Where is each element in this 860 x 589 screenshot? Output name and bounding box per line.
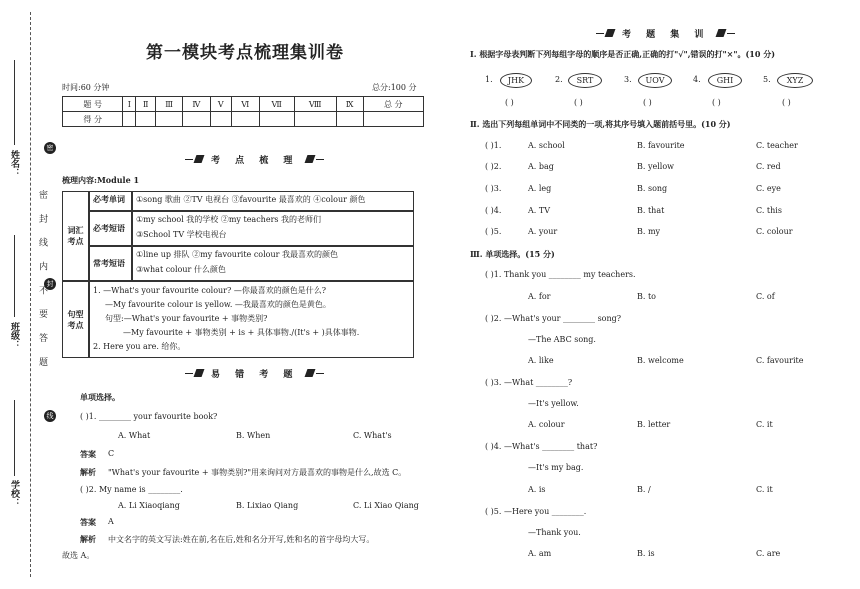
total-score-text: 总分:100 分 bbox=[372, 83, 417, 92]
seal-feng-icon: 封 bbox=[44, 278, 56, 290]
part3-q1-opt-c: C. of bbox=[756, 292, 775, 301]
yicuo-q2-answer: A bbox=[108, 517, 114, 526]
yicuo-q2-opt-c: C. Li Xiao Qiang bbox=[353, 501, 419, 510]
score-cell[interactable] bbox=[231, 112, 259, 127]
answer-label: 答案 bbox=[80, 517, 96, 527]
score-header-cell: 题 号 bbox=[63, 97, 123, 112]
part2-opt-c: C. teacher bbox=[756, 141, 798, 150]
score-header-cell: Ⅸ bbox=[336, 97, 363, 112]
bikao-duanyu-line2: ③School TV 学校电视台 bbox=[136, 230, 227, 239]
binding-dashed-line bbox=[30, 12, 31, 577]
part2-item-num: ( )1. bbox=[485, 141, 502, 150]
score-header-cell: Ⅱ bbox=[136, 97, 156, 112]
score-cell[interactable] bbox=[136, 112, 156, 127]
part2-opt-c: C. red bbox=[756, 162, 781, 171]
score-cell[interactable] bbox=[336, 112, 363, 127]
part1-heading: Ⅰ. 根据字母表判断下列每组字母的顺序是否正确,正确的打"√",错误的打"×"。(10 分) bbox=[470, 49, 776, 59]
yicuo-q2: ( )2. My name is ________. bbox=[80, 485, 183, 494]
score-table-header-row bbox=[63, 97, 424, 112]
bikao-danci-label: 必考单词 bbox=[89, 191, 132, 211]
part3-q3-opt-a: A. colour bbox=[528, 420, 565, 429]
part1-answer-paren[interactable]: ( ) bbox=[574, 98, 583, 107]
bikao-duanyu-cell bbox=[132, 211, 414, 246]
name-label: 姓名： bbox=[9, 150, 19, 177]
part3-q4-reply: —It's my bag. bbox=[528, 463, 584, 472]
changkao-line1: ①line up 排队 ②my favourite colour 我最喜欢的颜色 bbox=[136, 250, 339, 259]
part1-answer-paren[interactable]: ( ) bbox=[712, 98, 721, 107]
banner-yicuo bbox=[185, 366, 324, 380]
score-cell[interactable] bbox=[123, 112, 136, 127]
score-row-label: 得 分 bbox=[63, 112, 123, 127]
bikao-duanyu-line1: ①my school 我的学校 ②my teachers 我的老师们 bbox=[136, 215, 322, 224]
part3-q2: ( )2. —What's your ________ song? bbox=[485, 314, 622, 323]
score-cell[interactable] bbox=[363, 112, 423, 127]
part2-opt-a: A. TV bbox=[528, 206, 550, 215]
class-label: 班级： bbox=[9, 322, 19, 349]
part2-opt-b: B. yellow bbox=[637, 162, 674, 171]
bikao-danci-text: ①song 歌曲 ②TV 电视台 ③favourite 最喜欢的 ④colour 颜色 bbox=[132, 191, 414, 211]
score-cell[interactable] bbox=[156, 112, 183, 127]
juxing-line2: —My favourite colour is yellow. —我最喜欢的颜色是黄色。 bbox=[105, 300, 331, 309]
yicuo-q2-opt-a: A. Li Xiaoqiang bbox=[118, 501, 180, 510]
part1-answer-paren[interactable]: ( ) bbox=[505, 98, 514, 107]
part1-num: 4. bbox=[693, 75, 701, 84]
yicuo-heading: 单项选择。 bbox=[80, 392, 120, 402]
yicuo-q2-analysis-cont: 故选 A。 bbox=[62, 551, 95, 560]
juxing-line1: 1. —What's your favourite colour? —你最喜欢的颜色是什么? bbox=[93, 286, 327, 295]
banner-yicuo-text: 易 错 考 题 bbox=[211, 369, 299, 380]
answer-label: 答案 bbox=[80, 449, 96, 459]
part2-opt-c: C. eye bbox=[756, 184, 781, 193]
banner-kaodian bbox=[185, 152, 324, 166]
part1-num: 5. bbox=[763, 75, 771, 84]
part1-letters: GHI bbox=[708, 73, 742, 88]
part1-letters: XYZ bbox=[777, 73, 813, 88]
banner-jixun-text: 考 题 集 训 bbox=[622, 29, 710, 40]
part3-q2-opt-a: A. like bbox=[528, 356, 554, 365]
score-header-cell: Ⅳ bbox=[183, 97, 211, 112]
part2-opt-b: B. that bbox=[637, 206, 665, 215]
analysis-label: 解析 bbox=[80, 534, 96, 544]
banner-kaodian-text: 考 点 梳 理 bbox=[211, 155, 299, 166]
part3-q1-opt-b: B. to bbox=[637, 292, 656, 301]
part3-q5-opt-c: C. are bbox=[756, 549, 781, 558]
part1-num: 3. bbox=[624, 75, 632, 84]
part3-q5-reply: —Thank you. bbox=[528, 528, 581, 537]
part2-item-num: ( )2. bbox=[485, 162, 502, 171]
part3-q5: ( )5. —Here you ________. bbox=[485, 507, 587, 516]
part1-letters: SRT bbox=[568, 73, 602, 88]
analysis-label: 解析 bbox=[80, 467, 96, 477]
part3-q4-opt-c: C. it bbox=[756, 485, 773, 494]
score-cell[interactable] bbox=[294, 112, 336, 127]
part2-item-num: ( )3. bbox=[485, 184, 502, 193]
yicuo-q2-opt-b: B. Lixiao Qiang bbox=[236, 501, 299, 510]
part3-q3-opt-c: C. it bbox=[756, 420, 773, 429]
time-text: 时间:60 分钟 bbox=[62, 83, 110, 92]
part1-num: 2. bbox=[555, 75, 563, 84]
banner-jixun bbox=[596, 26, 735, 40]
part3-q3-reply: —It's yellow. bbox=[528, 399, 579, 408]
part1-letters: UOV bbox=[638, 73, 672, 88]
yicuo-q1-opt-a: A. What bbox=[118, 431, 151, 440]
part2-opt-b: B. song bbox=[637, 184, 668, 193]
part2-opt-a: A. bag bbox=[528, 162, 554, 171]
part2-opt-a: A. your bbox=[528, 227, 558, 236]
part3-q5-opt-b: B. is bbox=[637, 549, 655, 558]
score-header-cell: 总 分 bbox=[363, 97, 423, 112]
score-header-cell: Ⅴ bbox=[210, 97, 231, 112]
part3-q2-opt-b: B. welcome bbox=[637, 356, 684, 365]
seal-xian-icon: 线 bbox=[44, 410, 56, 422]
part3-q1: ( )1. Thank you ________ my teachers. bbox=[485, 270, 636, 279]
part1-answer-paren[interactable]: ( ) bbox=[643, 98, 652, 107]
part3-q1-opt-a: A. for bbox=[528, 292, 551, 301]
score-header-cell: Ⅷ bbox=[294, 97, 336, 112]
score-header-cell: Ⅲ bbox=[156, 97, 183, 112]
score-header-cell: Ⅶ bbox=[259, 97, 294, 112]
part3-q4-opt-a: A. is bbox=[528, 485, 546, 494]
changkao-line2: ③what colour 什么颜色 bbox=[136, 265, 226, 274]
score-cell[interactable] bbox=[259, 112, 294, 127]
juxing-cell bbox=[89, 281, 414, 358]
page-title: 第一模块考点梳理集训卷 bbox=[146, 43, 344, 63]
part3-heading: Ⅲ. 单项选择。(15 分) bbox=[470, 249, 555, 259]
part2-opt-c: C. this bbox=[756, 206, 782, 215]
yicuo-q1: ( )1. ________ your favourite book? bbox=[80, 412, 218, 421]
yicuo-q1-answer: C bbox=[108, 449, 115, 458]
part2-item-num: ( )4. bbox=[485, 206, 502, 215]
seal-mi-icon: 密 bbox=[44, 142, 56, 154]
part3-q3-opt-b: B. letter bbox=[637, 420, 671, 429]
juxing-line5: 2. Here you are. 给你。 bbox=[93, 342, 186, 351]
class-blank[interactable] bbox=[14, 235, 15, 317]
part3-q2-opt-c: C. favourite bbox=[756, 356, 804, 365]
part2-opt-b: B. my bbox=[637, 227, 661, 236]
score-header-cell: Ⅰ bbox=[123, 97, 136, 112]
name-blank[interactable] bbox=[14, 60, 15, 145]
part3-q5-opt-a: A. am bbox=[528, 549, 552, 558]
yicuo-q1-opt-c: C. What's bbox=[353, 431, 392, 440]
changkao-duanyu-label: 常考短语 bbox=[89, 246, 132, 281]
yicuo-q1-opt-b: B. When bbox=[236, 431, 271, 440]
school-label: 学校： bbox=[9, 480, 19, 507]
part1-letters: JHK bbox=[500, 73, 532, 88]
part2-item-num: ( )5. bbox=[485, 227, 502, 236]
score-cell[interactable] bbox=[210, 112, 231, 127]
part3-q4-opt-b: B. / bbox=[637, 485, 651, 494]
school-blank[interactable] bbox=[14, 400, 15, 476]
part2-opt-b: B. favourite bbox=[637, 141, 685, 150]
part3-q3: ( )3. —What ________? bbox=[485, 378, 573, 387]
part2-opt-c: C. colour bbox=[756, 227, 793, 236]
score-table-score-row bbox=[63, 112, 424, 127]
binding-margin bbox=[0, 0, 58, 589]
part2-opt-a: A. leg bbox=[528, 184, 552, 193]
part3-q4: ( )4. —What's ________ that? bbox=[485, 442, 598, 451]
score-header-cell: Ⅵ bbox=[231, 97, 259, 112]
binding-warning: 密 封 线 内 不 要 答 题 bbox=[37, 190, 47, 373]
bikao-duanyu-label: 必考短语 bbox=[89, 211, 132, 246]
score-table bbox=[62, 96, 424, 127]
outline-heading: 梳理内容:Module 1 bbox=[62, 175, 140, 185]
part3-q2-reply: —The ABC song. bbox=[528, 335, 596, 344]
yicuo-q1-analysis: "What's your favourite + 事物类别?"用来询问对方最喜欢的事物是什么,故选 C。 bbox=[108, 468, 407, 477]
juxing-line3: 句型:—What's your favourite + 事物类别? bbox=[105, 314, 268, 323]
changkao-duanyu-cell bbox=[132, 246, 414, 281]
juxing-label: 句型考点 bbox=[62, 281, 89, 358]
part2-heading: Ⅱ. 选出下列每组单词中不同类的一项,将其序号填入题前括号里。(10 分) bbox=[470, 119, 731, 129]
part1-answer-paren[interactable]: ( ) bbox=[782, 98, 791, 107]
cihui-label: 词汇考点 bbox=[62, 191, 89, 281]
juxing-line4: —My favourite + 事物类别 + is + 具体事物./(It's + )具体事物. bbox=[123, 328, 360, 337]
score-cell[interactable] bbox=[183, 112, 211, 127]
part1-num: 1. bbox=[485, 75, 493, 84]
yicuo-q2-analysis: 中文名字的英文写法:姓在前,名在后,姓和名分开写,姓和名的首字母均大写。 bbox=[108, 535, 375, 544]
part2-opt-a: A. school bbox=[528, 141, 565, 150]
